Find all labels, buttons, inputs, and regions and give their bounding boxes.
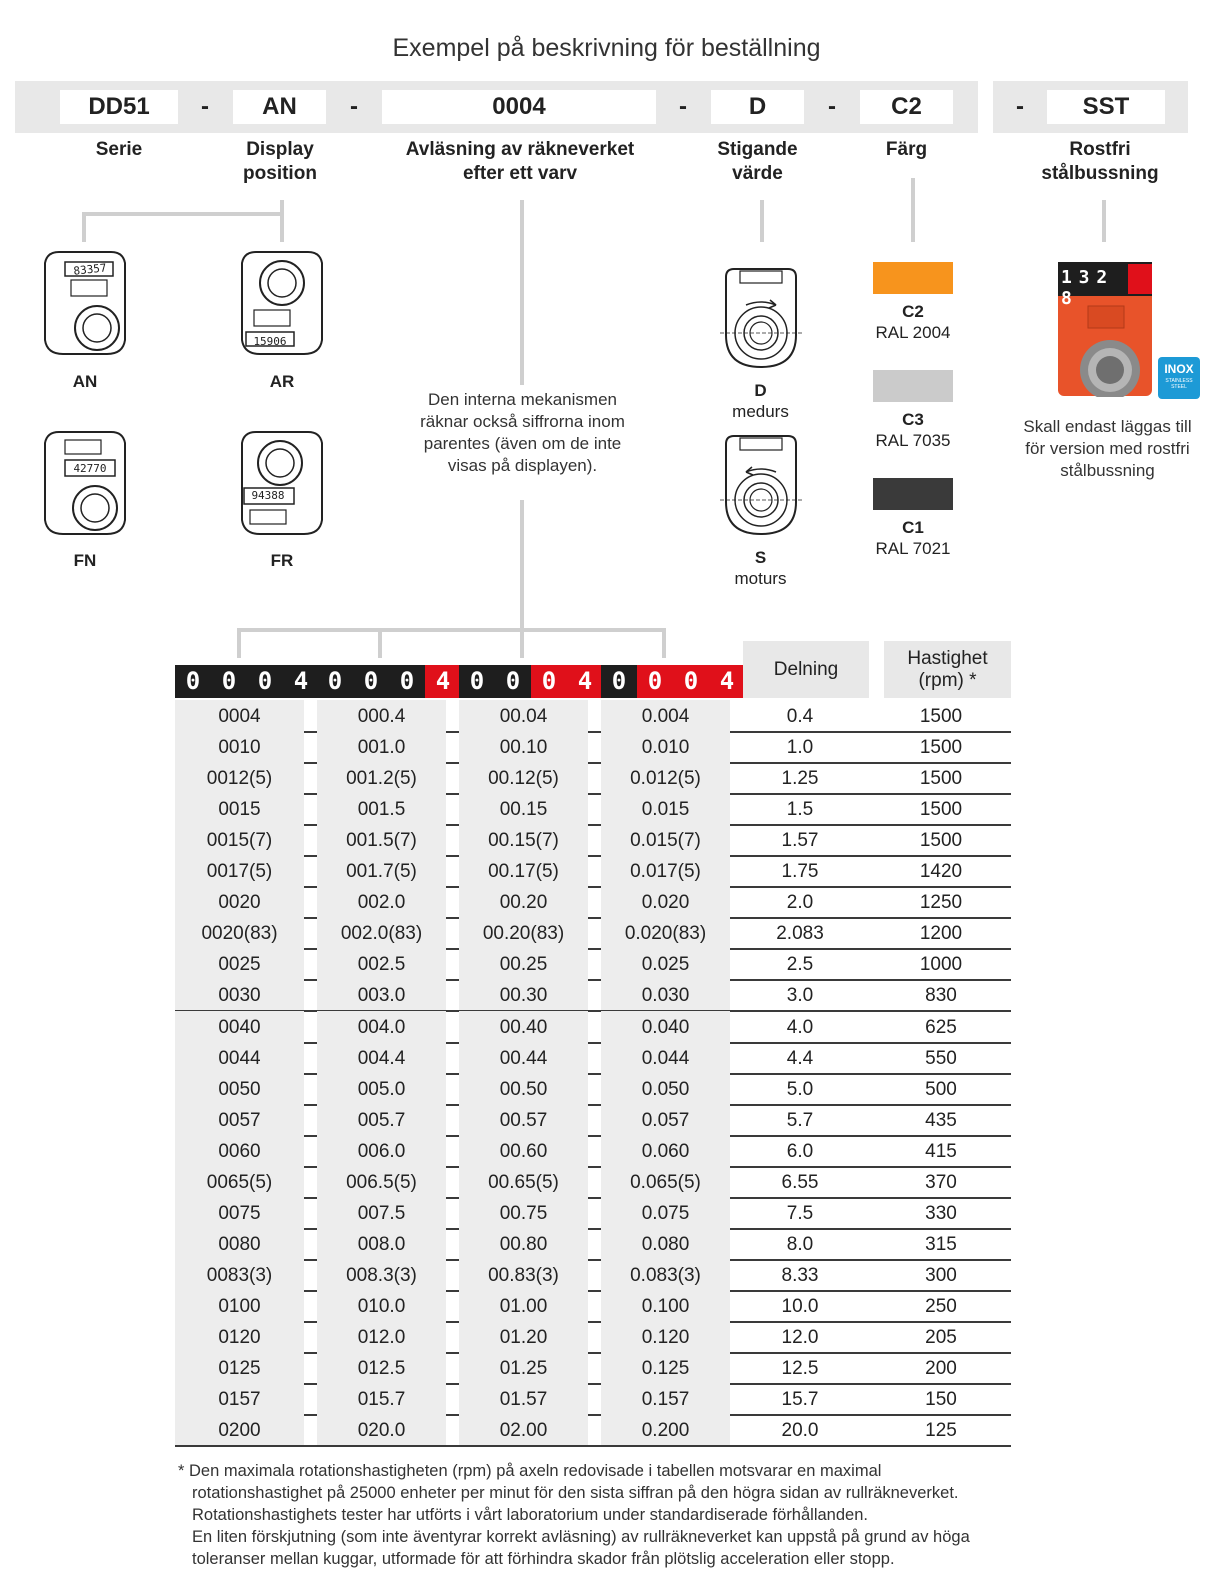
- cell-reading-2: 010.0: [317, 1290, 446, 1321]
- connector-line: [520, 500, 524, 628]
- cell-delning: 2.0: [786, 892, 814, 914]
- cell-delning: 15.7: [781, 1389, 819, 1411]
- cell-delning: 3.0: [786, 985, 814, 1007]
- digit-header-col4: [601, 665, 745, 698]
- table-row: [175, 948, 1011, 981]
- cell-hastighet: 1500: [919, 706, 963, 727]
- cell-delning: 0.4: [786, 706, 814, 727]
- table-row: [175, 731, 1011, 764]
- digit-cell: 0: [175, 665, 211, 698]
- footnote-line: rotationshastighet på 25000 enheter per minut för den sista siffran på den högra sidan av rullräkneverket.: [192, 1484, 959, 1502]
- digit-cell: 0: [637, 665, 673, 698]
- cell-reading-1: 0025: [175, 948, 304, 979]
- cell-reading-3: 00.10: [459, 731, 588, 762]
- table-row: [175, 700, 1011, 733]
- cell-reading-2: 001.7(5): [317, 855, 446, 886]
- cell-reading-4: 0.200: [601, 1414, 730, 1445]
- footnote-line: En liten förskjutning (som inte äventyrar korrekt avläsning) av rullräkneverket kan uppstå på grund av höga: [192, 1528, 970, 1546]
- connector-line: [662, 628, 666, 658]
- direction-d-caption: [713, 380, 808, 422]
- cell-reading-2: 020.0: [317, 1414, 446, 1445]
- cell-reading-4: 0.030: [601, 979, 730, 1010]
- code-dash: -: [828, 93, 836, 120]
- cell-delning: 4.4: [786, 1047, 814, 1069]
- cell-hastighet: 435: [925, 1109, 957, 1131]
- table-row: [175, 1228, 1011, 1261]
- cell-reading-4: 0.080: [601, 1228, 730, 1259]
- device-fn-illustration: [35, 428, 135, 538]
- cell-reading-2: 001.5(7): [317, 824, 446, 855]
- table-row: [175, 1073, 1011, 1106]
- cell-reading-3: 01.57: [459, 1383, 588, 1414]
- cell-reading-1: 0017(5): [175, 855, 304, 886]
- color-c2-code: C2: [902, 302, 924, 321]
- color-c1-caption: [853, 517, 973, 559]
- direction-d-illustration: [720, 265, 802, 375]
- cell-reading-3: 01.25: [459, 1352, 588, 1383]
- cell-reading-3: 00.15: [459, 793, 588, 824]
- footnote-line: Rotationshastighets tester har utförts i vårt laboratorium under standardiserade förhållanden.: [192, 1506, 868, 1524]
- cell-reading-2: 012.5: [317, 1352, 446, 1383]
- direction-d-code: D: [754, 381, 767, 400]
- cell-hastighet: 250: [925, 1295, 957, 1317]
- cell-reading-4: 0.015(7): [601, 824, 730, 855]
- cell-reading-1: 0020(83): [175, 917, 304, 948]
- cell-hastighet: 1420: [919, 861, 963, 883]
- cell-reading-2: 002.5: [317, 948, 446, 979]
- cell-hastighet: 830: [925, 985, 957, 1007]
- digit-cell: 0: [495, 665, 531, 698]
- cell-reading-4: 0.044: [601, 1042, 730, 1073]
- digit-header-col3: [459, 665, 603, 698]
- cell-hastighet: 300: [925, 1264, 957, 1286]
- color-c3-code: C3: [902, 410, 924, 429]
- cell-reading-1: 0044: [175, 1042, 304, 1073]
- device-an-digits: 83357: [72, 261, 108, 278]
- table-row: [175, 824, 1011, 857]
- cell-reading-1: 0030: [175, 979, 304, 1010]
- device-ar-digits: 15906: [253, 335, 287, 348]
- connector-line: [760, 200, 764, 242]
- inox-badge-title: INOX: [1164, 362, 1194, 376]
- cell-reading-1: 0157: [175, 1383, 304, 1414]
- cell-reading-2: 005.0: [317, 1073, 446, 1104]
- digit-header-col1: [175, 665, 319, 698]
- table-row: [175, 1352, 1011, 1385]
- cell-reading-3: 00.57: [459, 1104, 588, 1135]
- cell-hastighet: 1500: [919, 737, 963, 759]
- cell-hastighet: 1500: [919, 768, 963, 790]
- table-row: [175, 1321, 1011, 1354]
- device-fn-digits: 42770: [73, 462, 107, 475]
- table-row: [175, 1414, 1011, 1447]
- cell-reading-4: 0.025: [601, 948, 730, 979]
- cell-reading-3: 00.80: [459, 1228, 588, 1259]
- cell-reading-2: 002.0: [317, 886, 446, 917]
- label-color: Färg: [885, 139, 928, 160]
- digit-cell: 4: [567, 665, 603, 698]
- cell-delning: 1.5: [786, 799, 814, 821]
- table-row: [175, 855, 1011, 888]
- cell-reading-3: 00.12(5): [459, 762, 588, 793]
- cell-delning: 12.0: [781, 1327, 819, 1348]
- label-serie: Serie: [95, 139, 143, 160]
- code-display-position: AN: [233, 90, 326, 124]
- cell-reading-1: 0120: [175, 1321, 304, 1352]
- device-fr-illustration: [232, 428, 332, 538]
- table-row: [175, 917, 1011, 950]
- device-an-label: AN: [72, 372, 98, 391]
- cell-reading-4: 0.020: [601, 886, 730, 917]
- cell-reading-1: 0083(3): [175, 1259, 304, 1290]
- table-row: [175, 1135, 1011, 1168]
- digit-header-col2: [317, 665, 461, 698]
- digit-cell: 0: [389, 665, 425, 698]
- cell-hastighet: 200: [925, 1358, 957, 1380]
- cell-delning: 1.0: [786, 737, 814, 759]
- cell-hastighet: 315: [925, 1233, 957, 1255]
- table-row: [175, 1383, 1011, 1416]
- digit-cell: 4: [425, 665, 461, 698]
- cell-reading-4: 0.083(3): [601, 1259, 730, 1290]
- cell-reading-1: 0012(5): [175, 762, 304, 793]
- cell-delning: 8.0: [786, 1233, 814, 1255]
- color-swatch-c3: [873, 370, 953, 402]
- cell-reading-2: 001.2(5): [317, 762, 446, 793]
- color-swatch-c1: [873, 478, 953, 510]
- table-row: [175, 1042, 1011, 1075]
- table-row: [175, 1197, 1011, 1230]
- cell-delning: 1.25: [781, 768, 819, 790]
- cell-reading-1: 0004: [175, 700, 304, 731]
- footnote-line: * Den maximala rotationshastigheten (rpm) på axeln redovisade i tabellen motsvarar en maximal: [178, 1462, 882, 1480]
- cell-reading-1: 0100: [175, 1290, 304, 1321]
- device-ar-label: AR: [269, 372, 295, 391]
- cell-reading-4: 0.065(5): [601, 1166, 730, 1197]
- cell-reading-4: 0.004: [601, 700, 730, 731]
- cell-hastighet: 550: [925, 1047, 957, 1069]
- cell-reading-3: 00.60: [459, 1135, 588, 1166]
- direction-s-label: moturs: [734, 569, 787, 588]
- color-c3-ral: RAL 7035: [875, 431, 951, 450]
- cell-reading-3: 00.40: [459, 1011, 588, 1042]
- cell-reading-3: 00.44: [459, 1042, 588, 1073]
- cell-delning: 6.0: [786, 1140, 814, 1162]
- cell-reading-4: 0.057: [601, 1104, 730, 1135]
- footnote: [178, 1460, 1188, 1570]
- cell-delning: 5.7: [786, 1109, 814, 1131]
- cell-reading-3: 00.15(7): [459, 824, 588, 855]
- connector-line: [520, 200, 524, 385]
- footnote-line: toleranser mellan kuggar, utformade för att förhindra skador från plötslig acceleration eller stopp.: [192, 1550, 895, 1568]
- cell-reading-1: 0015(7): [175, 824, 304, 855]
- digit-cell: 0: [247, 665, 283, 698]
- cell-reading-2: 008.0: [317, 1228, 446, 1259]
- cell-reading-4: 0.120: [601, 1321, 730, 1352]
- cell-delning: 10.0: [781, 1295, 819, 1317]
- cell-reading-2: 002.0(83): [317, 917, 446, 948]
- cell-reading-3: 00.75: [459, 1197, 588, 1228]
- cell-hastighet: 415: [925, 1140, 957, 1162]
- cell-reading-4: 0.050: [601, 1073, 730, 1104]
- digit-cell: 4: [283, 665, 319, 698]
- code-direction: D: [711, 90, 804, 124]
- cell-hastighet: 150: [925, 1389, 957, 1411]
- cell-hastighet: 1500: [919, 799, 963, 821]
- connector-line: [378, 628, 382, 658]
- digit-cell: 0: [531, 665, 567, 698]
- digit-cell: 0: [353, 665, 389, 698]
- connector-line: [82, 212, 86, 242]
- cell-reading-3: 02.00: [459, 1414, 588, 1445]
- cell-reading-4: 0.015: [601, 793, 730, 824]
- cell-reading-4: 0.040: [601, 1011, 730, 1042]
- header-delning: Delning: [743, 641, 869, 698]
- connector-line: [1102, 200, 1106, 242]
- cell-hastighet: 1250: [919, 892, 963, 914]
- label-reading: Avläsning av räkneverket efter ett varv: [405, 139, 635, 184]
- cell-hastighet: 370: [925, 1171, 957, 1193]
- table-row: [175, 1011, 1011, 1044]
- cell-reading-3: 00.17(5): [459, 855, 588, 886]
- cell-reading-2: 006.0: [317, 1135, 446, 1166]
- table-row: [175, 762, 1011, 795]
- cell-hastighet: 330: [925, 1202, 957, 1224]
- cell-reading-1: 0200: [175, 1414, 304, 1445]
- cell-reading-2: 003.0: [317, 979, 446, 1010]
- cell-reading-1: 0010: [175, 731, 304, 762]
- direction-s-illustration: [720, 432, 802, 542]
- cell-reading-1: 0125: [175, 1352, 304, 1383]
- color-c1-ral: RAL 7021: [875, 539, 951, 558]
- label-display-position: Display position: [243, 139, 317, 184]
- sst-note: Skall endast läggas till för version med rostfri stålbussning: [1023, 417, 1192, 480]
- cell-reading-4: 0.020(83): [601, 917, 730, 948]
- cell-reading-2: 004.4: [317, 1042, 446, 1073]
- cell-reading-3: 00.83(3): [459, 1259, 588, 1290]
- cell-reading-4: 0.060: [601, 1135, 730, 1166]
- cell-delning: 1.75: [781, 861, 819, 883]
- label-direction: Stigande värde: [717, 139, 798, 184]
- cell-reading-4: 0.125: [601, 1352, 730, 1383]
- cell-reading-3: 00.65(5): [459, 1166, 588, 1197]
- code-dash: -: [1016, 93, 1024, 120]
- connector-line: [280, 200, 284, 242]
- page-title: Exempel på beskrivning för beställning: [392, 34, 821, 62]
- cell-reading-1: 0075: [175, 1197, 304, 1228]
- cell-reading-1: 0057: [175, 1104, 304, 1135]
- code-color: C2: [860, 90, 953, 124]
- cell-reading-4: 0.157: [601, 1383, 730, 1414]
- device-fr-label: FR: [270, 551, 294, 570]
- code-dash: -: [350, 93, 358, 120]
- cell-delning: 20.0: [781, 1420, 819, 1442]
- direction-s-code: S: [754, 548, 767, 567]
- cell-reading-2: 006.5(5): [317, 1166, 446, 1197]
- inox-badge-subtitle: STAINLESS STEEL: [1165, 378, 1193, 390]
- table-row: [175, 1166, 1011, 1199]
- connector-line: [237, 628, 666, 632]
- code-dash: -: [679, 93, 687, 120]
- inox-badge: [1158, 357, 1200, 399]
- cell-reading-1: 0065(5): [175, 1166, 304, 1197]
- table-row: [175, 979, 1011, 1012]
- cell-delning: 8.33: [781, 1264, 819, 1286]
- label-sst: Rostfri stålbussning: [1041, 139, 1159, 184]
- cell-delning: 4.0: [786, 1016, 814, 1038]
- cell-reading-3: 00.25: [459, 948, 588, 979]
- color-swatch-c2: [873, 262, 953, 294]
- cell-delning: 7.5: [786, 1202, 814, 1224]
- cell-reading-2: 000.4: [317, 700, 446, 731]
- table-row: [175, 886, 1011, 919]
- digit-cell: 0: [673, 665, 709, 698]
- digit-cell: 0: [317, 665, 353, 698]
- direction-d-label: medurs: [732, 402, 789, 421]
- code-reading: 0004: [382, 90, 656, 124]
- cell-reading-3: 00.50: [459, 1073, 588, 1104]
- connector-line: [237, 628, 241, 658]
- cell-hastighet: 625: [925, 1016, 957, 1038]
- cell-reading-4: 0.012(5): [601, 762, 730, 793]
- color-c1-code: C1: [902, 518, 924, 537]
- cell-reading-2: 004.0: [317, 1011, 446, 1042]
- digit-cell: 4: [709, 665, 745, 698]
- cell-reading-3: 01.00: [459, 1290, 588, 1321]
- cell-hastighet: 500: [925, 1078, 957, 1100]
- cell-reading-1: 0020: [175, 886, 304, 917]
- mechanism-note: Den interna mekanismen räknar också siffrorna inom parentes (även om de inte visas på displayen).: [420, 390, 625, 475]
- cell-reading-4: 0.100: [601, 1290, 730, 1321]
- cell-reading-4: 0.017(5): [601, 855, 730, 886]
- connector-line: [520, 628, 524, 658]
- table-row: [175, 1259, 1011, 1292]
- code-serie: DD51: [60, 90, 178, 124]
- cell-hastighet: 205: [925, 1327, 957, 1348]
- cell-delning: 1.57: [781, 830, 819, 852]
- cell-reading-2: 007.5: [317, 1197, 446, 1228]
- cell-reading-1: 0040: [175, 1011, 304, 1042]
- cell-reading-4: 0.010: [601, 731, 730, 762]
- sst-image-digits: 1 3 2 8: [1061, 267, 1106, 309]
- color-c2-caption: [853, 301, 973, 343]
- cell-reading-2: 008.3(3): [317, 1259, 446, 1290]
- color-c2-ral: RAL 2004: [875, 323, 951, 342]
- cell-reading-2: 001.0: [317, 731, 446, 762]
- cell-reading-1: 0080: [175, 1228, 304, 1259]
- device-fn-label: FN: [73, 551, 97, 570]
- cell-reading-2: 012.0: [317, 1321, 446, 1352]
- cell-delning: 5.0: [786, 1078, 814, 1100]
- connector-line: [82, 212, 284, 216]
- table-row: [175, 1290, 1011, 1323]
- cell-hastighet: 1200: [919, 923, 963, 945]
- cell-hastighet: 125: [925, 1420, 957, 1442]
- cell-delning: 6.55: [781, 1171, 819, 1193]
- cell-reading-3: 00.04: [459, 700, 588, 731]
- cell-delning: 2.5: [786, 954, 814, 976]
- table-row: [175, 793, 1011, 826]
- cell-reading-3: 00.30: [459, 979, 588, 1010]
- code-dash: -: [201, 93, 209, 120]
- cell-reading-3: 00.20: [459, 886, 588, 917]
- cell-reading-2: 015.7: [317, 1383, 446, 1414]
- connector-line: [911, 178, 915, 242]
- cell-reading-2: 001.5: [317, 793, 446, 824]
- device-fr-digits: 94388: [251, 489, 285, 502]
- table-row: [175, 1104, 1011, 1137]
- cell-reading-1: 0060: [175, 1135, 304, 1166]
- color-c3-caption: [853, 409, 973, 451]
- digit-cell: 0: [211, 665, 247, 698]
- cell-reading-3: 01.20: [459, 1321, 588, 1352]
- code-sst: SST: [1047, 90, 1165, 124]
- cell-reading-1: 0050: [175, 1073, 304, 1104]
- cell-reading-4: 0.075: [601, 1197, 730, 1228]
- cell-delning: 2.083: [776, 923, 824, 945]
- cell-hastighet: 1500: [919, 830, 963, 852]
- cell-delning: 12.5: [781, 1358, 819, 1380]
- cell-hastighet: 1000: [919, 954, 963, 976]
- cell-reading-2: 005.7: [317, 1104, 446, 1135]
- digit-cell: 0: [601, 665, 637, 698]
- direction-s-caption: [713, 547, 808, 589]
- cell-reading-3: 00.20(83): [459, 917, 588, 948]
- cell-reading-1: 0015: [175, 793, 304, 824]
- header-hastighet: Hastighet (rpm) *: [884, 641, 1011, 698]
- digit-cell: 0: [459, 665, 495, 698]
